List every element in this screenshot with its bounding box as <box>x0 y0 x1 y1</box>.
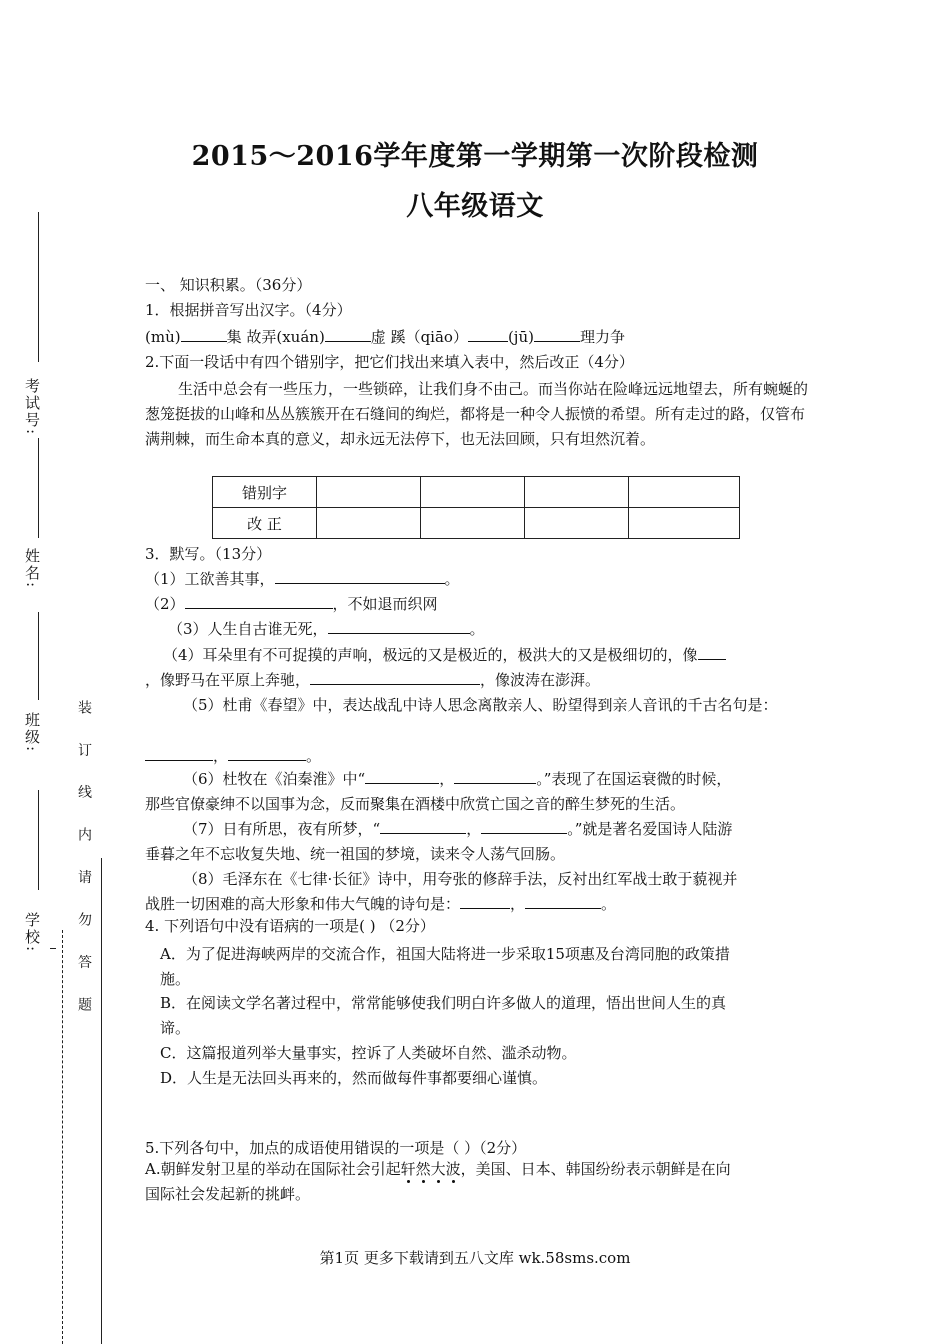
blank[interactable] <box>454 769 536 784</box>
q3-item-6-text-2: 。”表现了在国运衰微的时候， <box>536 770 732 788</box>
blank[interactable] <box>525 894 601 909</box>
binding-line-5 <box>101 858 102 1344</box>
dotted-char: 大 <box>430 1160 446 1178</box>
name-label: 姓名: <box>23 548 41 590</box>
table-cell[interactable] <box>317 477 421 508</box>
q3-item-4-end: ，像波涛在澎湃。 <box>480 671 601 689</box>
binding-line-4 <box>38 790 39 890</box>
dotted-char: 波 <box>445 1160 461 1178</box>
q5-option-a-text-2: ，美国、日本、韩国纷纷表示朝鲜是在向 <box>460 1160 731 1178</box>
comma: ， <box>510 895 526 913</box>
q3-item-7 <box>183 818 732 840</box>
table-cell[interactable] <box>525 508 629 539</box>
question-2-passage: 生活中总会有一些压力，一些锁碎，让我们身不由己。而当你站在险峰远远地望去，所有蜿蜒的葱笼挺拔的山峰和丛丛簇簇开在石缝间的绚烂，都将是一种令人振愤的希望。所有走过的路，仅管布满荆棘，而生命本真的意义，却永远无法停下，也无法回顾，只有坦然沉着。 <box>145 380 809 448</box>
binding-line-3 <box>38 612 39 700</box>
blank[interactable] <box>275 569 445 584</box>
q3-item-1 <box>145 568 460 590</box>
blank[interactable] <box>328 619 470 634</box>
binding-dash-mark <box>50 948 56 949</box>
comma: ， <box>466 820 482 838</box>
question-2-stem: 2.下面一段话中有四个错别字，把它们找出来填入表中，然后改正（4分） <box>145 353 634 371</box>
school-label: 学校: <box>23 912 41 954</box>
q3-item-6-cont: 那些官僚豪绅不以国事为念，反而聚集在酒楼中欣赏亡国之音的醉生梦死的生活。 <box>145 795 686 813</box>
q4-option-a: A．为了促进海峡两岸的交流合作，祖国大陆将进一步采取15项惠及台湾同胞的政策措 <box>160 945 730 963</box>
q4-option-b: B．在阅读文学名著过程中，常常能够使我们明白许多做人的道理，悟出世间人生的真 <box>160 994 727 1012</box>
comma: ， <box>439 770 455 788</box>
q3-item-4 <box>163 644 726 666</box>
q4-option-a-cont: 施。 <box>160 970 191 988</box>
blank[interactable] <box>145 746 213 761</box>
question-1-stem: 1．根据拼音写出汉字。（4分） <box>145 301 352 319</box>
q4-option-b-cont: 谛。 <box>160 1019 191 1037</box>
correction-table <box>212 476 740 539</box>
table-cell[interactable] <box>629 477 740 508</box>
q3-item-7-cont: 垂暮之年不忘收复失地、统一祖国的梦境，读来令人荡气回肠。 <box>145 845 566 863</box>
q3-item-6 <box>183 768 731 790</box>
question-1-items <box>145 326 625 348</box>
table-row-label: 改 正 <box>213 508 317 539</box>
q3-item-4-cont <box>145 669 600 691</box>
page-title: 2015～2016学年度第一学期第一次阶段检测 <box>191 141 759 172</box>
dotted-char: 然 <box>415 1160 431 1178</box>
q3-item-5-text: （5）杜甫《春望》中，表达战乱中诗人思念离散亲人、盼望得到亲人音讯的千古名句是： <box>183 696 778 714</box>
blank[interactable] <box>228 746 306 761</box>
question-4-stem: 4. 下列语句中没有语病的一项是( ) （2分） <box>145 917 435 935</box>
blank[interactable] <box>468 327 508 342</box>
page-footer: 第1页 更多下载请到五八文库 wk.58sms.com <box>319 1249 631 1267</box>
section-heading: 一、 知识积累。（36分） <box>145 276 312 294</box>
dotted-idiom <box>401 1160 461 1178</box>
q3-item-6-text: （6）杜牧在《泊秦淮》中“ <box>183 770 366 788</box>
exam-number-label: 考试号: <box>23 378 41 437</box>
dotted-char: 轩 <box>400 1160 416 1178</box>
q3-item-3-text: （3）人生自古谁无死， <box>168 620 328 638</box>
table-cell[interactable] <box>629 508 740 539</box>
blank[interactable] <box>185 594 333 609</box>
pinyin-tail: 理力争 <box>579 328 625 346</box>
class-label: 班级: <box>23 712 41 754</box>
table-cell[interactable] <box>421 508 525 539</box>
table-cell[interactable] <box>317 508 421 539</box>
pinyin-qiao: 虚 蹊（qiāo） <box>370 328 468 346</box>
q3-item-4-text-2: ，像野马在平原上奔驰， <box>145 671 311 689</box>
q3-item-1-end: 。 <box>444 570 460 588</box>
blank[interactable] <box>698 645 726 660</box>
q3-item-4-text: （4）耳朵里有不可捉摸的声响，极远的又是极近的，极洪大的又是极细切的，像 <box>163 646 698 664</box>
pinyin-mu: (mù) <box>145 328 181 346</box>
table-cell[interactable] <box>525 477 629 508</box>
q3-item-5 <box>145 693 810 718</box>
q3-item-1-text: （1）工欲善其事， <box>145 570 275 588</box>
blank[interactable] <box>534 327 580 342</box>
q3-item-8: （8）毛泽东在《七律·长征》诗中，用夸张的修辞手法，反衬出红军战士敢于藐视并 <box>183 870 738 888</box>
blank[interactable] <box>460 894 510 909</box>
q3-item-2-end: ，不如退而织网 <box>332 595 438 613</box>
table-row-label: 错别字 <box>213 477 317 508</box>
table-cell[interactable] <box>421 477 525 508</box>
binding-dashed-line-left <box>62 930 63 1344</box>
binding-line-1 <box>38 212 39 362</box>
q5-option-a <box>145 1158 731 1180</box>
pinyin-xuan: 集 故弄(xuán) <box>226 328 325 346</box>
binding-note: 装 订 线 内 请 勿 答 题 <box>76 700 92 1024</box>
blank[interactable] <box>181 327 227 342</box>
question-5-stem: 5.下列各句中，加点的成语使用错误的一项是（ ）（2分） <box>145 1139 527 1157</box>
q4-option-c: C．这篇报道列举大量事实，控诉了人类破坏自然、滥杀动物。 <box>160 1044 577 1062</box>
blank[interactable] <box>380 819 466 834</box>
q3-item-8-text-2: 战胜一切困难的高大形象和伟大气魄的诗句是： <box>145 895 461 913</box>
blank[interactable] <box>310 670 480 685</box>
question-3-stem: 3．默写。（13分） <box>145 545 272 563</box>
q3-item-2 <box>145 593 438 615</box>
q3-item-8-cont <box>145 893 616 915</box>
q3-item-3 <box>168 618 485 640</box>
q4-option-d: D．人生是无法回头再来的，然而做每件事都要细心谨慎。 <box>160 1069 548 1087</box>
q3-item-7-text: （7）日有所思，夜有所梦，“ <box>183 820 381 838</box>
blank[interactable] <box>481 819 567 834</box>
binding-line-2 <box>38 438 39 538</box>
q3-item-5-answer <box>145 745 321 767</box>
blank[interactable] <box>365 769 439 784</box>
period: 。 <box>306 747 322 765</box>
q5-option-a-cont: 国际社会发起新的挑衅。 <box>145 1185 311 1203</box>
q3-item-2-text: （2） <box>145 595 185 613</box>
pinyin-ju: (jū) <box>507 328 534 346</box>
comma: ， <box>213 747 229 765</box>
period: 。 <box>601 895 617 913</box>
q3-item-3-end: 。 <box>469 620 485 638</box>
q5-option-a-text: A.朝鲜发射卫星的举动在国际社会引起 <box>145 1160 401 1178</box>
blank[interactable] <box>325 327 371 342</box>
page-subtitle: 八年级语文 <box>406 191 544 222</box>
q3-item-7-text-2: 。”就是著名爱国诗人陆游 <box>567 820 733 838</box>
